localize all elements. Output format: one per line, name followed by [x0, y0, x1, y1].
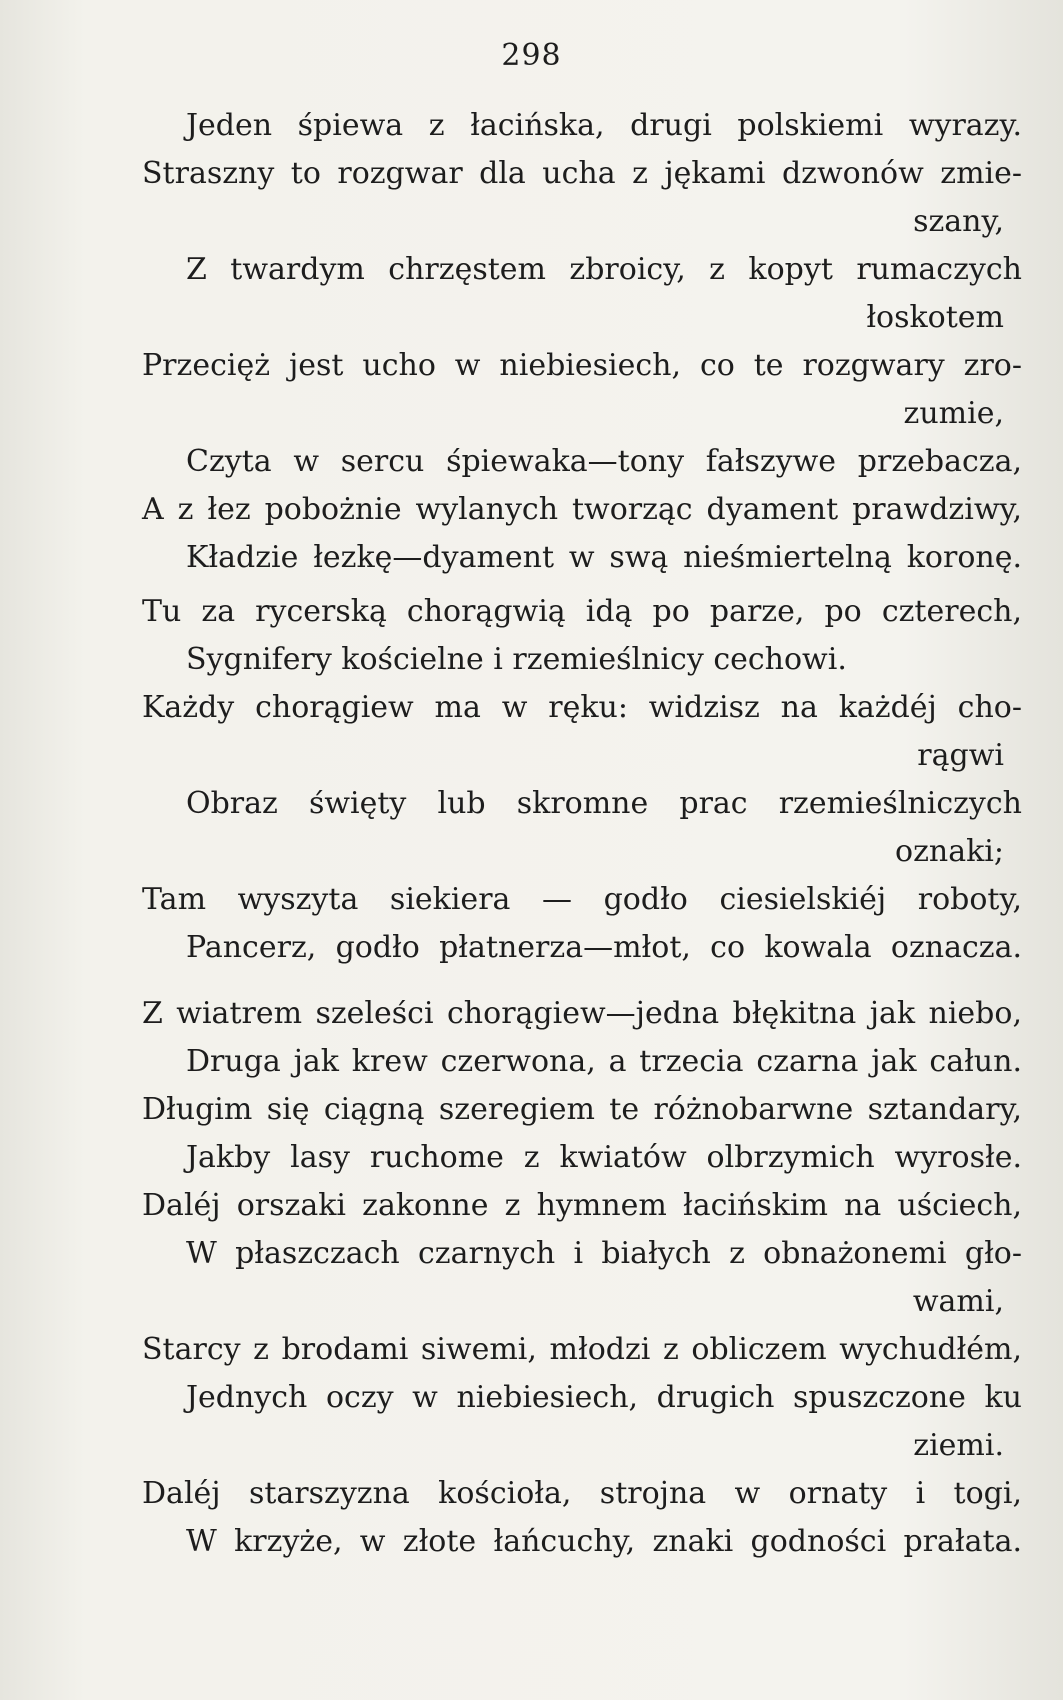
- verse-line: Czyta w sercu śpiewaka—tony fałszywe przebacza,: [186, 444, 1022, 479]
- verse-line: A z łez pobożnie wylanych tworząc dyament prawdziwy,: [142, 492, 1022, 527]
- verse-line: szany,: [913, 204, 1004, 239]
- verse-line: wami,: [912, 1284, 1004, 1319]
- verse-line: Kładzie łezkę—dyament w swą nieśmiertelną koronę.: [186, 540, 1022, 575]
- verse-line: Każdy chorągiew ma w ręku: widzisz na każdéj cho-: [142, 690, 1022, 725]
- verse-line: Jakby lasy ruchome z kwiatów olbrzymich wyrosłe.: [186, 1140, 1022, 1175]
- verse-line: ziemi.: [913, 1428, 1004, 1463]
- verse-line: Starcy z brodami siwemi, młodzi z obliczem wychudłém,: [142, 1332, 1022, 1367]
- verse-line: W płaszczach czarnych i białych z obnażonemi gło-: [186, 1236, 1022, 1271]
- verse-line: Przecięż jest ucho w niebiesiech, co te rozgwary zro-: [142, 348, 1022, 383]
- verse-line: łoskotem: [866, 300, 1004, 335]
- verse-line: Tu za rycerską chorągwią idą po parze, po czterech,: [142, 594, 1022, 629]
- verse-line: Druga jak krew czerwona, a trzecia czarna jak całun.: [186, 1044, 1022, 1079]
- verse-line: Sygnifery kościelne i rzemieślnicy cechowi.: [186, 642, 847, 677]
- verse-line: Obraz święty lub skromne prac rzemieślniczych: [186, 786, 1022, 821]
- verse-line: Jednych oczy w niebiesiech, drugich spuszczone ku: [186, 1380, 1022, 1415]
- verse-line: Daléj orszaki zakonne z hymnem łacińskim na uściech,: [142, 1188, 1022, 1223]
- page-number: 298: [501, 38, 562, 73]
- verse-line: Daléj starszyzna kościoła, strojna w ornaty i togi,: [142, 1476, 1022, 1511]
- verse-line: Z twardym chrzęstem zbroicy, z kopyt rumaczych: [186, 252, 1022, 287]
- stanza-3: [142, 990, 1022, 1566]
- verse-line: rągwi: [917, 738, 1004, 773]
- verse-line: Długim się ciągną szeregiem te różnobarwne sztandary,: [142, 1092, 1022, 1127]
- verse-line: Jeden śpiewa z łacińska, drugi polskiemi wyrazy.: [186, 108, 1022, 143]
- verse-line: W krzyże, w złote łańcuchy, znaki godności prałata.: [186, 1524, 1022, 1559]
- verse-line: Z wiatrem szeleści chorągiew—jedna błękitna jak niebo,: [142, 996, 1022, 1031]
- stanza-1: [142, 102, 1022, 582]
- verse-line: oznaki;: [895, 834, 1004, 869]
- verse-line: Straszny to rozgwar dla ucha z jękami dzwonów zmie-: [142, 156, 1022, 191]
- verse-line: Tam wyszyta siekiera — godło ciesielskiéj roboty,: [142, 882, 1022, 917]
- verse-line: zumie,: [903, 396, 1004, 431]
- verse-line: Pancerz, godło płatnerza—młot, co kowala oznacza.: [186, 930, 1022, 965]
- stanza-2: [142, 588, 1022, 972]
